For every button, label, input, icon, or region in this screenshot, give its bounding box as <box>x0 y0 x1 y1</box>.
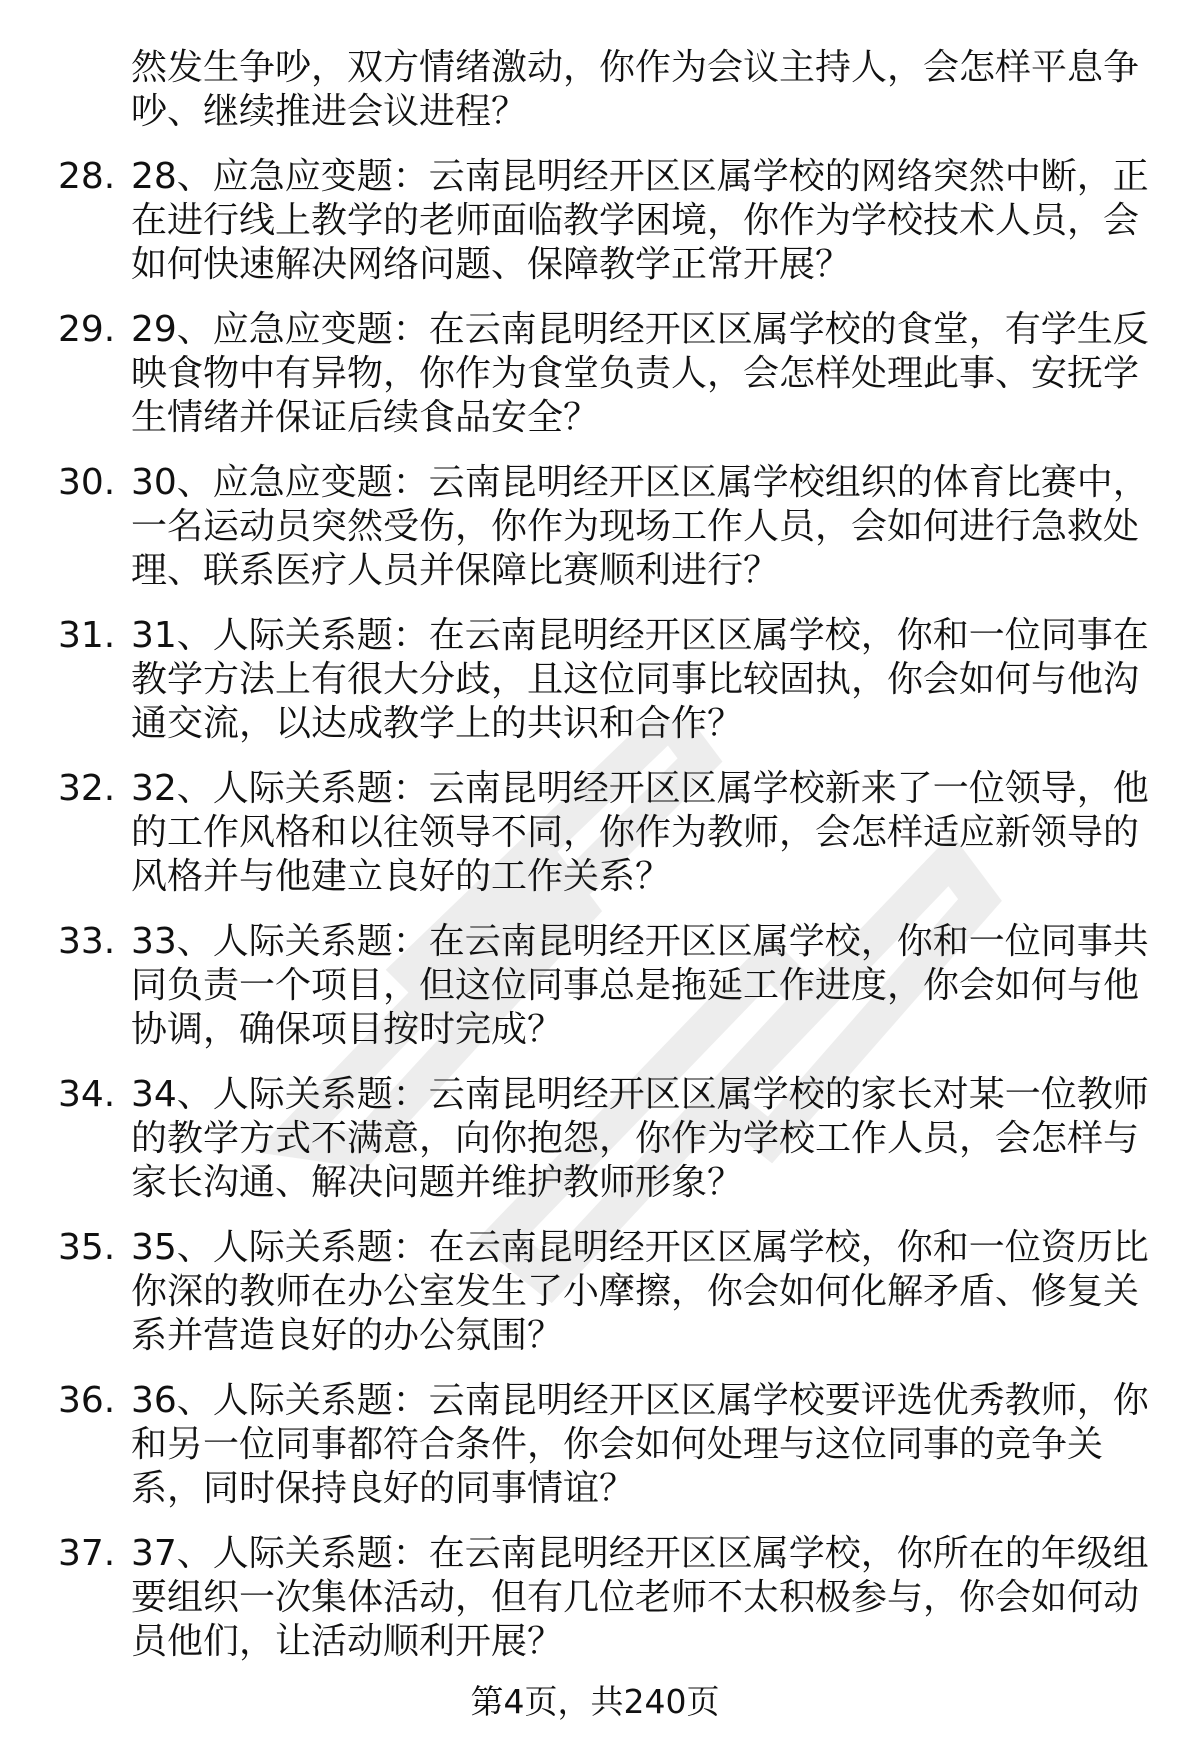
question-number: 31. <box>58 615 116 656</box>
text-line: 37、人际关系题：在云南昆明经开区区属学校，你所在的年级组 <box>131 1533 1149 1574</box>
text-line: 系并营造良好的办公氛围？ <box>131 1315 564 1356</box>
text-line: 风格并与他建立良好的工作关系？ <box>131 856 672 897</box>
text-line: 如何快速解决网络问题、保障教学正常开展？ <box>131 244 852 285</box>
question-text <box>131 1379 1171 1511</box>
question-item <box>0 1532 1190 1664</box>
text-line: 和另一位同事都符合条件，你会如何处理与这位同事的竞争关 <box>131 1424 1104 1465</box>
question-text <box>131 1073 1171 1205</box>
text-line: 一名运动员突然受伤，你作为现场工作人员，会如何进行急救处 <box>131 506 1140 547</box>
question-text <box>131 155 1171 287</box>
text-line: 30、应急应变题：云南昆明经开区区属学校组织的体育比赛中， <box>131 462 1149 503</box>
text-line: 要组织一次集体活动，但有几位老师不太积极参与，你会如何动 <box>131 1577 1140 1618</box>
question-item <box>0 1226 1190 1358</box>
page-footer: 第4页，共240页 <box>470 1682 720 1721</box>
question-text <box>131 308 1171 440</box>
text-line: 员他们，让活动顺利开展？ <box>131 1621 564 1662</box>
text-line: 协调，确保项目按时完成？ <box>131 1009 564 1050</box>
question-item <box>0 614 1190 746</box>
question-number: 28. <box>58 156 116 197</box>
question-list <box>0 46 1190 1664</box>
question-text <box>131 920 1171 1052</box>
text-line: 的教学方式不满意，向你抱怨，你作为学校工作人员，会怎样与 <box>131 1118 1140 1159</box>
question-number: 36. <box>58 1380 116 1421</box>
text-line: 家长沟通、解决问题并维护教师形象？ <box>131 1162 744 1203</box>
text-line: 32、人际关系题：云南昆明经开区区属学校新来了一位领导，他 <box>131 768 1149 809</box>
text-line: 36、人际关系题：云南昆明经开区区属学校要评选优秀教师，你 <box>131 1380 1149 1421</box>
question-number: 34. <box>58 1074 116 1115</box>
text-line: 同负责一个项目，但这位同事总是拖延工作进度，你会如何与他 <box>131 965 1140 1006</box>
question-item <box>0 1379 1190 1511</box>
question-text <box>131 614 1171 746</box>
question-number: 33. <box>58 921 116 962</box>
question-number: 29. <box>58 309 116 350</box>
question-text <box>131 767 1171 899</box>
text-line: 的工作风格和以往领导不同，你作为教师，会怎样适应新领导的 <box>131 812 1140 853</box>
text-line: 映食物中有异物，你作为食堂负责人，会怎样处理此事、安抚学 <box>131 353 1140 394</box>
question-number: 30. <box>58 462 116 503</box>
question-item <box>0 308 1190 440</box>
text-line: 通交流，以达成教学上的共识和合作？ <box>131 703 744 744</box>
text-line: 吵、继续推进会议进程？ <box>131 91 528 132</box>
text-line: 系，同时保持良好的同事情谊？ <box>131 1468 636 1509</box>
question-number: 37. <box>58 1533 116 1574</box>
text-line: 28、应急应变题：云南昆明经开区区属学校的网络突然中断，正 <box>131 156 1149 197</box>
text-line: 然发生争吵，双方情绪激动，你作为会议主持人，会怎样平息争 <box>131 47 1140 88</box>
question-number: 32. <box>58 768 116 809</box>
question-item <box>0 767 1190 899</box>
text-line: 你深的教师在办公室发生了小摩擦，你会如何化解矛盾、修复关 <box>131 1271 1140 1312</box>
question-item <box>0 920 1190 1052</box>
question-text <box>131 1532 1171 1664</box>
question-number: 35. <box>58 1227 116 1268</box>
question-item <box>0 461 1190 593</box>
text-line: 生情绪并保证后续食品安全？ <box>131 397 600 438</box>
text-line: 33、人际关系题：在云南昆明经开区区属学校，你和一位同事共 <box>131 921 1149 962</box>
question-text <box>131 461 1171 593</box>
text-line: 理、联系医疗人员并保障比赛顺利进行？ <box>131 550 780 591</box>
text-line: 31、人际关系题：在云南昆明经开区区属学校，你和一位同事在 <box>131 615 1149 656</box>
text-line: 教学方法上有很大分歧，且这位同事比较固执，你会如何与他沟 <box>131 659 1140 700</box>
text-line: 在进行线上教学的老师面临教学困境，你作为学校技术人员，会 <box>131 200 1140 241</box>
question-item <box>0 155 1190 287</box>
question-item <box>0 1073 1190 1205</box>
text-line: 34、人际关系题：云南昆明经开区区属学校的家长对某一位教师 <box>131 1074 1149 1115</box>
text-line: 29、应急应变题：在云南昆明经开区区属学校的食堂，有学生反 <box>131 309 1149 350</box>
question-text <box>131 1226 1171 1358</box>
continued-question-text <box>131 46 1171 134</box>
text-line: 35、人际关系题：在云南昆明经开区区属学校，你和一位资历比 <box>131 1227 1149 1268</box>
